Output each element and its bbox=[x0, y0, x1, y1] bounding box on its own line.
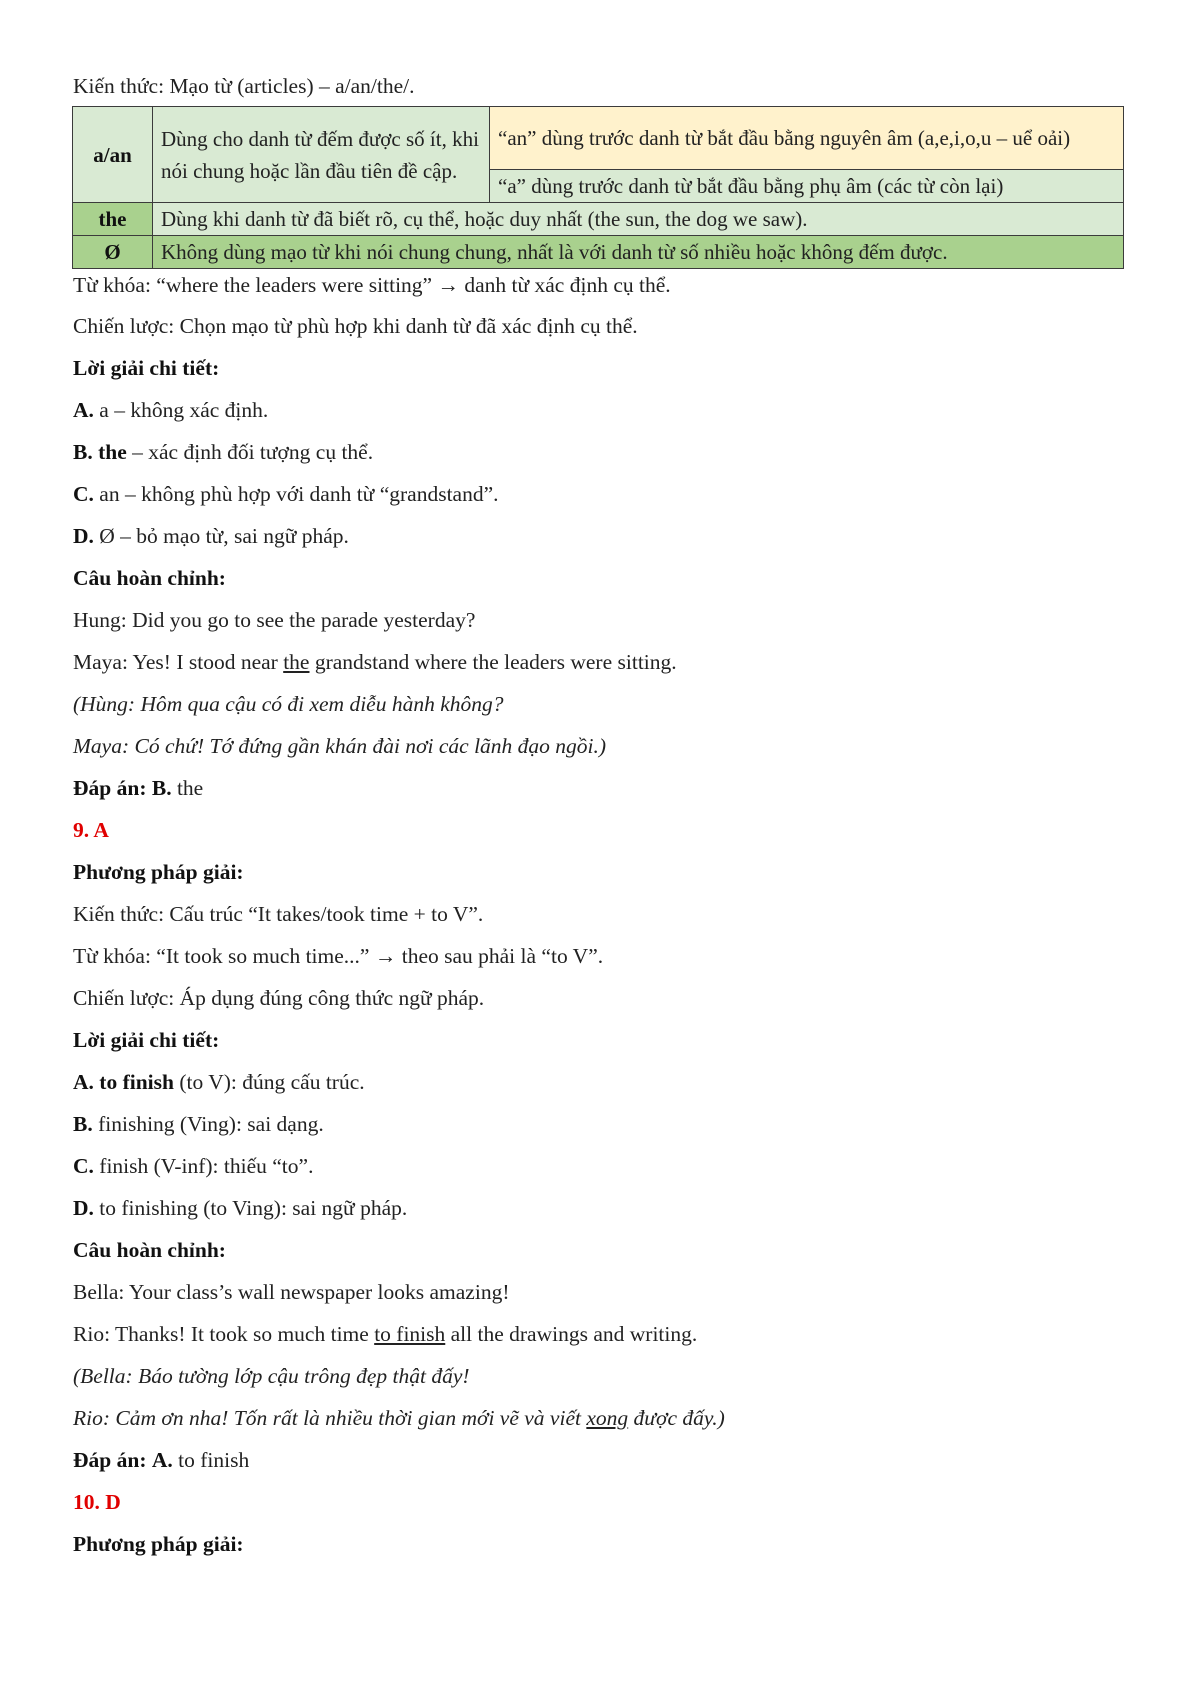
q8-option-a: A. a – không xác định. bbox=[73, 398, 269, 422]
table-row-aan bbox=[73, 107, 1124, 170]
cell-the-usage: Dùng khi danh từ đã biết rõ, cụ thể, hoặc duy nhất (the sun, the dog we saw). bbox=[153, 203, 1124, 236]
q9-option-c: C. finish (V-inf): thiếu “to”. bbox=[73, 1154, 314, 1178]
cell-zero-usage: Không dùng mạo từ khi nói chung chung, nhất là với danh từ số nhiều hoặc không đếm được. bbox=[153, 236, 1124, 269]
q9-number: 9. A bbox=[73, 818, 109, 842]
q9-knowledge: Kiến thức: Cấu trúc “It takes/took time + to V”. bbox=[73, 902, 484, 926]
q9-keyword: Từ khóa: “It took so much time...” → theo sau phải là “to V”. bbox=[73, 944, 604, 968]
q10-method-heading: Phương pháp giải: bbox=[73, 1532, 244, 1556]
q9-option-b: B. finishing (Ving): sai dạng. bbox=[73, 1112, 324, 1136]
cell-aan-usage: Dùng cho danh từ đếm được số ít, khi nói chung hoặc lần đầu tiên đề cập. bbox=[153, 107, 490, 203]
q10-number: 10. D bbox=[73, 1490, 121, 1514]
q8-option-d: D. Ø – bỏ mạo từ, sai ngữ pháp. bbox=[73, 524, 349, 548]
q9-complete-heading: Câu hoàn chỉnh: bbox=[73, 1238, 226, 1262]
q9-dialog-1: Bella: Your class’s wall newspaper looks amazing! bbox=[73, 1280, 510, 1304]
q8-option-c: C. an – không phù hợp với danh từ “grandstand”. bbox=[73, 482, 499, 506]
q9-strategy: Chiến lược: Áp dụng đúng công thức ngữ pháp. bbox=[73, 986, 485, 1010]
cell-the-head: the bbox=[73, 203, 153, 236]
cell-zero-head: Ø bbox=[73, 236, 153, 269]
q8-option-b: B. the – xác định đối tượng cụ thể. bbox=[73, 440, 374, 464]
q9-translation-2: Rio: Cảm ơn nha! Tốn rất là nhiều thời gian mới vẽ và viết xong được đấy.) bbox=[73, 1406, 725, 1430]
q8-answer: Đáp án: B. the bbox=[73, 776, 204, 800]
q8-strategy: Chiến lược: Chọn mạo từ phù hợp khi danh từ đã xác định cụ thể. bbox=[73, 314, 638, 338]
q9-answer: Đáp án: A. to finish bbox=[73, 1448, 250, 1472]
q9-detail-heading: Lời giải chi tiết: bbox=[73, 1028, 220, 1052]
knowledge-line bbox=[73, 66, 1123, 106]
q9-option-d: D. to finishing (to Ving): sai ngữ pháp. bbox=[73, 1196, 408, 1220]
document-page bbox=[73, 66, 1123, 1565]
q8-complete-heading: Câu hoàn chỉnh: bbox=[73, 566, 226, 590]
articles-table bbox=[72, 106, 1124, 269]
cell-a-rule: “a” dùng trước danh từ bắt đầu bằng phụ âm (các từ còn lại) bbox=[490, 170, 1124, 203]
q8-detail-heading: Lời giải chi tiết: bbox=[73, 356, 220, 380]
q8-translation-2: Maya: Có chứ! Tớ đứng gần khán đài nơi các lãnh đạo ngồi.) bbox=[73, 734, 607, 758]
q8-translation-1: (Hùng: Hôm qua cậu có đi xem diễu hành không? bbox=[73, 692, 504, 716]
knowledge-label: Kiến thức: bbox=[73, 74, 165, 98]
q9-dialog-2: Rio: Thanks! It took so much time to finish all the drawings and writing. bbox=[73, 1322, 698, 1346]
q9-option-a: A. to finish (to V): đúng cấu trúc. bbox=[73, 1070, 365, 1094]
q8-dialog-2: Maya: Yes! I stood near the grandstand where the leaders were sitting. bbox=[73, 650, 677, 674]
q9-method-heading: Phương pháp giải: bbox=[73, 860, 244, 884]
knowledge-text: Mạo từ (articles) – a/an/the/. bbox=[169, 74, 415, 98]
cell-aan-head: a/an bbox=[73, 107, 153, 203]
table-row-zero bbox=[73, 236, 1124, 269]
cell-an-rule: “an” dùng trước danh từ bắt đầu bằng nguyên âm (a,e,i,o,u – uể oải) bbox=[490, 107, 1124, 170]
q8-keyword: Từ khóa: “where the leaders were sitting” → danh từ xác định cụ thể. bbox=[73, 273, 671, 297]
q8-dialog-1: Hung: Did you go to see the parade yesterday? bbox=[73, 608, 476, 632]
table-row-the bbox=[73, 203, 1124, 236]
q9-translation-1: (Bella: Báo tường lớp cậu trông đẹp thật đấy! bbox=[73, 1364, 470, 1388]
